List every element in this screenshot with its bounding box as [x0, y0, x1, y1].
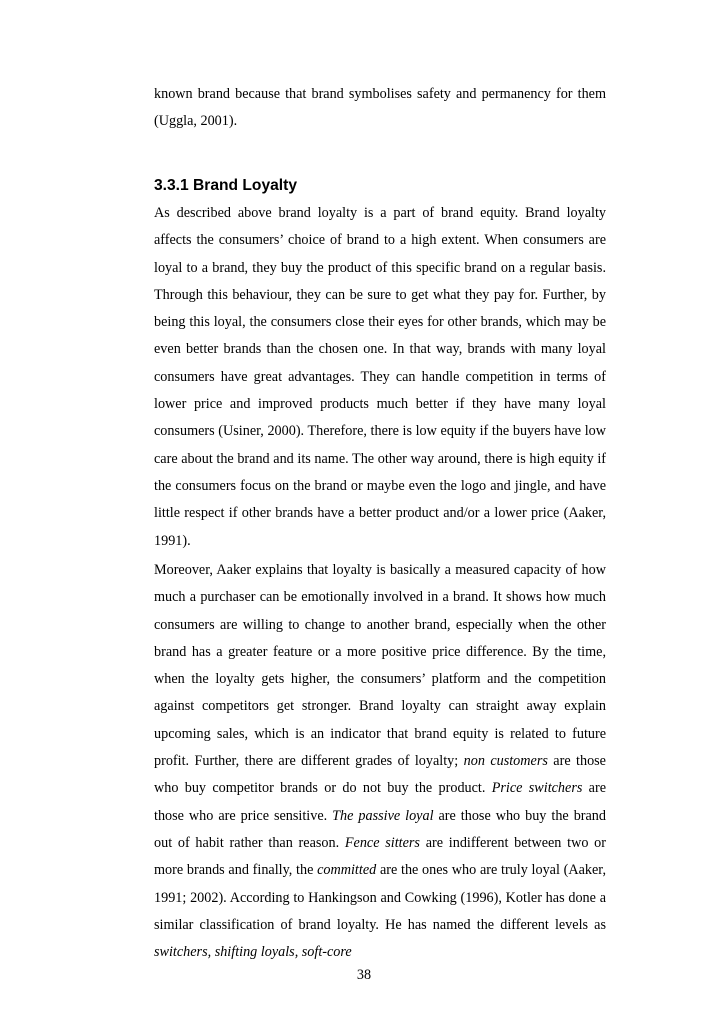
- text-span: are the ones who are truly loyal (Aaker, 1991; 2002). According to Hankingson and Cowking (1996), Kotler has done a similar classification of brand loyalty. He has named the different levels as: [154, 862, 606, 933]
- term-kotler-levels: switchers, shifting loyals, soft-core: [154, 944, 352, 961]
- term-committed: committed: [317, 862, 377, 879]
- term-fence-sitters: Fence sitters: [344, 834, 420, 851]
- section-heading: 3.3.1 Brand Loyalty: [154, 177, 297, 194]
- term-passive-loyal: The passive loyal: [332, 807, 434, 824]
- paragraph-brand-loyalty: As described above brand loyalty is a part of brand equity. Brand loyalty affects the consumers’ choice of brand to a high extent. When consumers are loyal to a brand, they buy the product of this specific brand on a regular basis. Through this behaviour, they can be sure to get what they pay for. Further, by being this loyal, the consumers close their eyes for other brands, which may be even better brands than the chosen one. In that way, brands with many loyal consumers have great advantages. They can handle competition in terms of lower price and improved products much better if they have many loyal consumers (Usiner, 2000). Therefore, there is low equity if the buyers have low care about the brand and its name. The other way around, there is high equity if the consumers focus on the brand or maybe even the logo and jingle, and have little respect if other brands have a better product and/or a lower price (Aaker, 1991).: [154, 205, 606, 549]
- text-span: are those who buy the brand out of habit rather than reason.: [154, 807, 606, 851]
- text-span: are those who are price sensitive.: [154, 780, 607, 824]
- term-price-switchers: Price switchers: [491, 780, 583, 797]
- page-number: 38: [356, 967, 372, 983]
- term-non-customers: non customers: [463, 753, 548, 770]
- text-span: are indifferent between two or more brands and finally, the: [154, 834, 606, 879]
- text-span: Moreover, Aaker explains that loyalty is basically a measured capacity of how much a purchaser can be emotionally involved in a brand. It shows how much consumers are willing to change to another brand, especially when the other brand has a greater feature or a more positive price difference. By the time, when the loyalty gets higher, the consumers’ platform and the competition against competitors get stronger. Brand loyalty can straight away explain upcoming sales, which is an indicator that brand equity is related to future profit. Further, there are different grades of loyalty;: [154, 562, 606, 770]
- paragraph-loyalty-grades: [154, 557, 606, 966]
- text-span: are those who buy competitor brands or do not buy the product.: [154, 753, 606, 797]
- intro-paragraph: known brand because that brand symbolises safety and permanency for them (Uggla, 2001).: [154, 86, 606, 130]
